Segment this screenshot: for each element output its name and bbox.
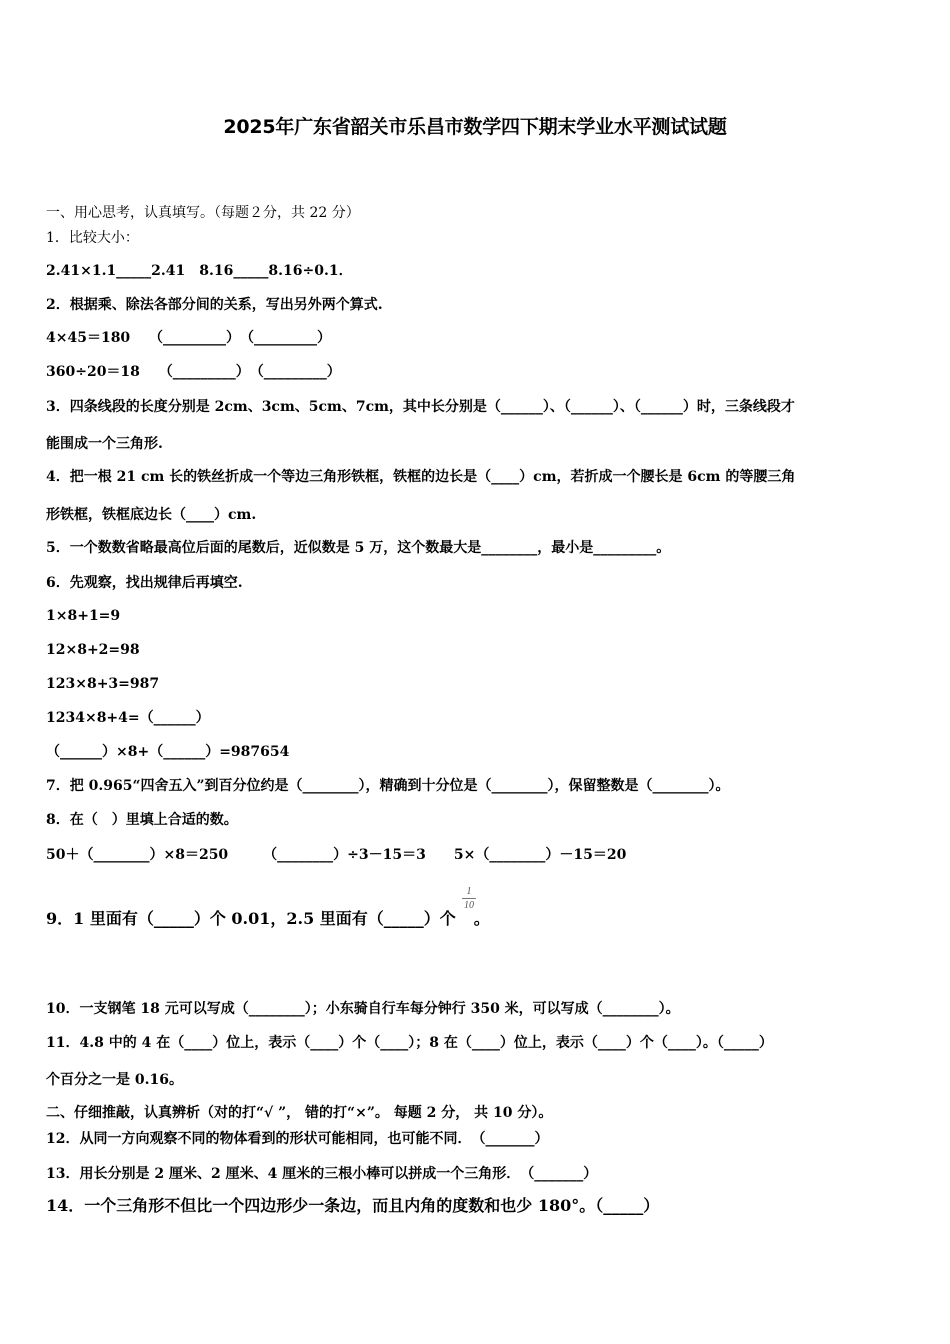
fraction-bar (462, 898, 476, 899)
question-5: 5．一个数数省略最高位后面的尾数后，近似数是 5 万，这个数最大是________，最小是_________。 (46, 540, 671, 556)
fraction-numerator: 1 (466, 886, 472, 897)
question-6-line-4: 1234×8+4=（______） (46, 710, 210, 726)
question-6-line-3: 123×8+3=987 (46, 676, 160, 692)
question-12: 12．从同一方向观察不同的物体看到的形状可能相同，也可能不同． （_______） (46, 1131, 549, 1147)
question-13: 13．用长分别是 2 厘米、2 厘米、4 厘米的三根小棒可以拼成一个三角形． （_______） (46, 1166, 598, 1182)
section-1-heading: 一、用心思考，认真填写。（每题２分，共 22 分） (46, 205, 360, 221)
fraction-one-tenth (460, 886, 478, 911)
question-6-line-5: （______）×8+（______）=987654 (46, 744, 290, 760)
question-2-line-1: 4×45＝180 （_________） （_________） (46, 330, 332, 346)
question-11-line-1: 11．4.8 中的 4 在（____）位上，表示（____）个（____）；8 在（____）位上，表示（____）个（____）。（_____） (46, 1035, 773, 1051)
question-3-line-1: 3．四条线段的长度分别是 2cm、3cm、5cm、7cm，其中长分别是（______）、（______）、（______）时，三条线段才 (46, 399, 795, 415)
question-9-text: 9．1 里面有（_____）个 0.01，2.5 里面有（_____）个 (46, 909, 456, 928)
question-6-line-2: 12×8+2=98 (46, 642, 140, 658)
question-3-line-2: 能围成一个三角形. (46, 436, 163, 452)
question-2-line-2: 360÷20＝18 （_________） （_________） (46, 364, 341, 380)
question-7: 7．把 0.965“四舍五入”到百分位约是（________），精确到十分位是（________），保留整数是（________）。 (46, 778, 730, 794)
question-4-line-2: 形铁框，铁框底边长（____）cm. (46, 507, 257, 523)
question-8-head: 8．在（ ）里填上合适的数。 (46, 812, 238, 828)
question-4-line-1: 4．把一根 21 cm 长的铁丝折成一个等边三角形铁框，铁框的边长是（____）cm，若折成一个腰长是 6cm 的等腰三角 (46, 469, 796, 485)
question-8-body: 50＋（________）×8＝250 （________）÷3－15＝3 5×（________）－15＝20 (46, 847, 627, 863)
page-title: 2025年广东省韶关市乐昌市数学四下期末学业水平测试试题 (223, 116, 727, 138)
question-10: 10．一支钢笔 18 元可以写成（________）；小东骑自行车每分钟行 350 米，可以写成（________）。 (46, 1001, 680, 1017)
question-6-head: 6．先观察，找出规律后再填空. (46, 575, 243, 591)
question-6-line-1: 1×8+1=9 (46, 608, 121, 624)
question-11-line-2: 个百分之一是 0.16。 (46, 1072, 183, 1088)
question-9 (46, 910, 490, 928)
question-1-body: 2.41×1.1_____2.41 8.16_____8.16÷0.1． (46, 263, 353, 279)
question-1-head: 1．比较大小： (46, 230, 139, 246)
question-9-end: 。 (473, 909, 490, 928)
fraction-denominator: 10 (464, 900, 474, 911)
section-2-heading: 二、仔细推敲，认真辨析（对的打“√ ”， 错的打“×”。 每题 2 分， 共 10 分）。 (46, 1105, 553, 1121)
question-2-head: 2．根据乘、除法各部分间的关系，写出另外两个算式. (46, 297, 383, 313)
question-14: 14．一个三角形不但比一个四边形少一条边，而且内角的度数和也少 180°。（_____） (46, 1196, 660, 1215)
